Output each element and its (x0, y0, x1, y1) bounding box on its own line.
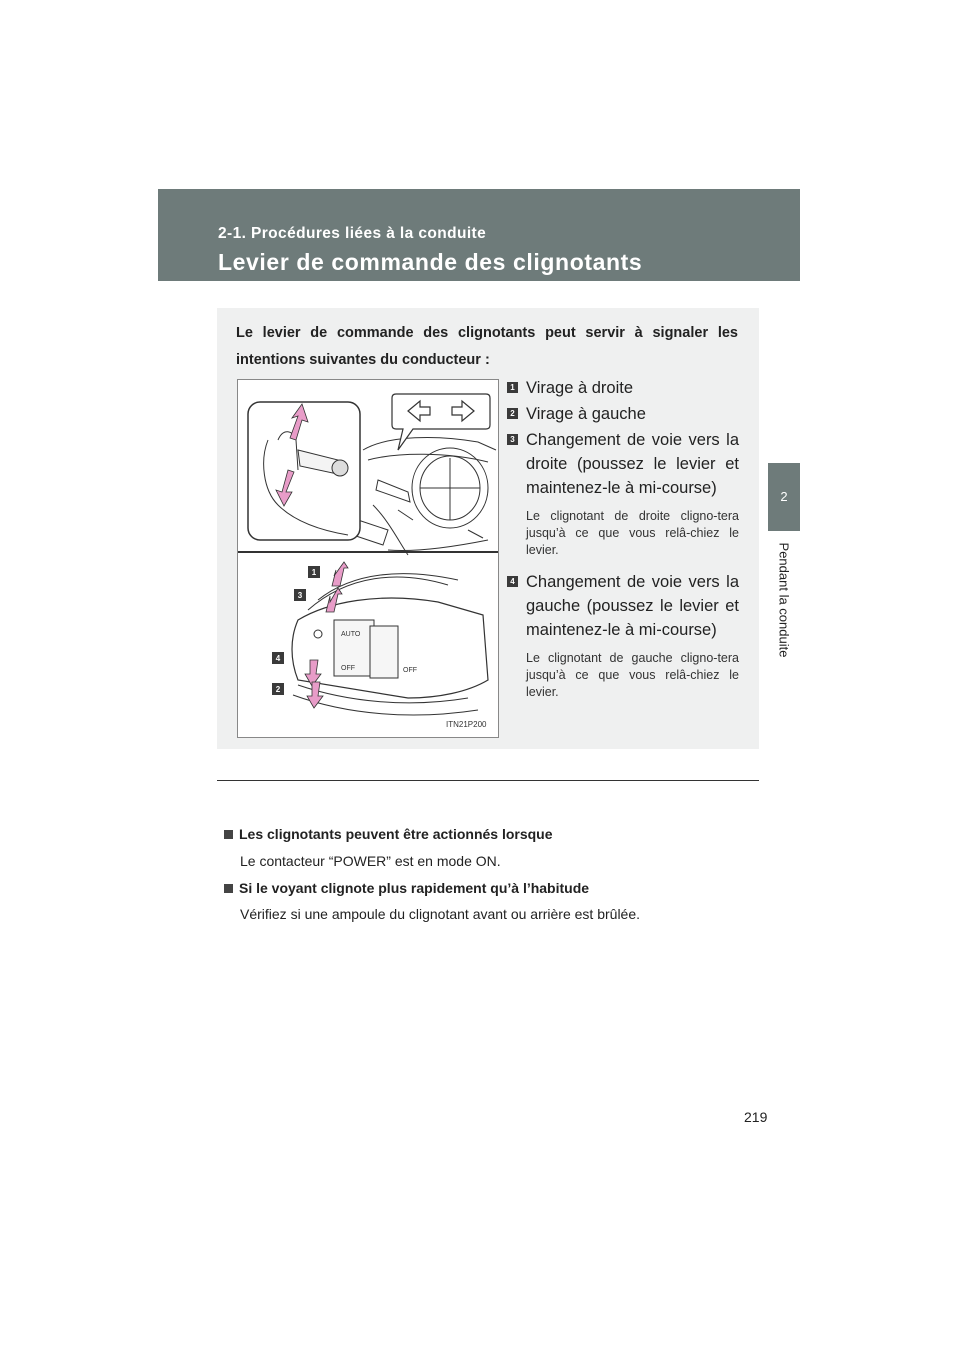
item-left-turn (507, 402, 739, 426)
callout-1: 1 (311, 568, 317, 577)
item-title: Virage à gauche (526, 405, 646, 423)
item-note: Le clignotant de droite cligno-tera jusqu’à ce que vous relâ-chiez le levier. (526, 509, 739, 557)
item-number: 1 (507, 382, 518, 393)
note-heading: Les clignotants peuvent être actionnés lorsque (224, 826, 553, 842)
bullet-square-icon (224, 830, 233, 839)
auto-label: AUTO (341, 631, 361, 638)
note-heading: Si le voyant clignote plus rapidement qu’à l’habitude (224, 880, 589, 896)
item-note: Le clignotant de gauche cligno-tera jusqu’à ce que vous relâ-chiez le levier. (526, 651, 739, 699)
off-label: OFF (341, 665, 355, 672)
item-lane-change-right (507, 428, 739, 559)
callout-2: 2 (275, 685, 281, 694)
bullet-square-icon (224, 884, 233, 893)
callout-3: 3 (297, 591, 303, 600)
item-lane-change-left (507, 570, 739, 701)
item-number: 4 (507, 576, 518, 587)
fog-off-label: OFF (403, 667, 417, 674)
lever-closeup (272, 562, 488, 715)
item-number: 3 (507, 434, 518, 445)
chapter-number: 2 (780, 489, 788, 504)
hand-inset (248, 402, 360, 540)
note-body: Le contacteur “POWER” est en mode ON. (240, 853, 501, 869)
item-title: Changement de voie vers la gauche (poussez le levier et maintenez-le à mi-course) (526, 573, 739, 639)
chapter-tab (768, 463, 800, 531)
figure-code: ITN21P200 (446, 720, 487, 729)
divider (217, 780, 759, 781)
page-number: 219 (744, 1109, 768, 1125)
section-label: 2-1. Procédures liées à la conduite (218, 225, 487, 242)
chapter-side-title: Pendant la conduite (776, 542, 792, 658)
item-title: Changement de voie vers la droite (poussez le levier et maintenez-le à mi-course) (526, 431, 739, 497)
page-title: Levier de commande des clignotants (218, 249, 643, 275)
turn-signal-illustration (237, 379, 499, 738)
item-number: 2 (507, 408, 518, 419)
intro-text: Le levier de commande des clignotants peut servir à signaler les intentions suivantes du conducteur : (236, 325, 738, 368)
callout-4: 4 (275, 654, 281, 663)
item-title: Virage à droite (526, 379, 634, 397)
item-right-turn (507, 376, 739, 400)
dashboard-drawing (356, 437, 496, 555)
note-body: Vérifiez si une ampoule du clignotant avant ou arrière est brûlée. (240, 906, 641, 922)
